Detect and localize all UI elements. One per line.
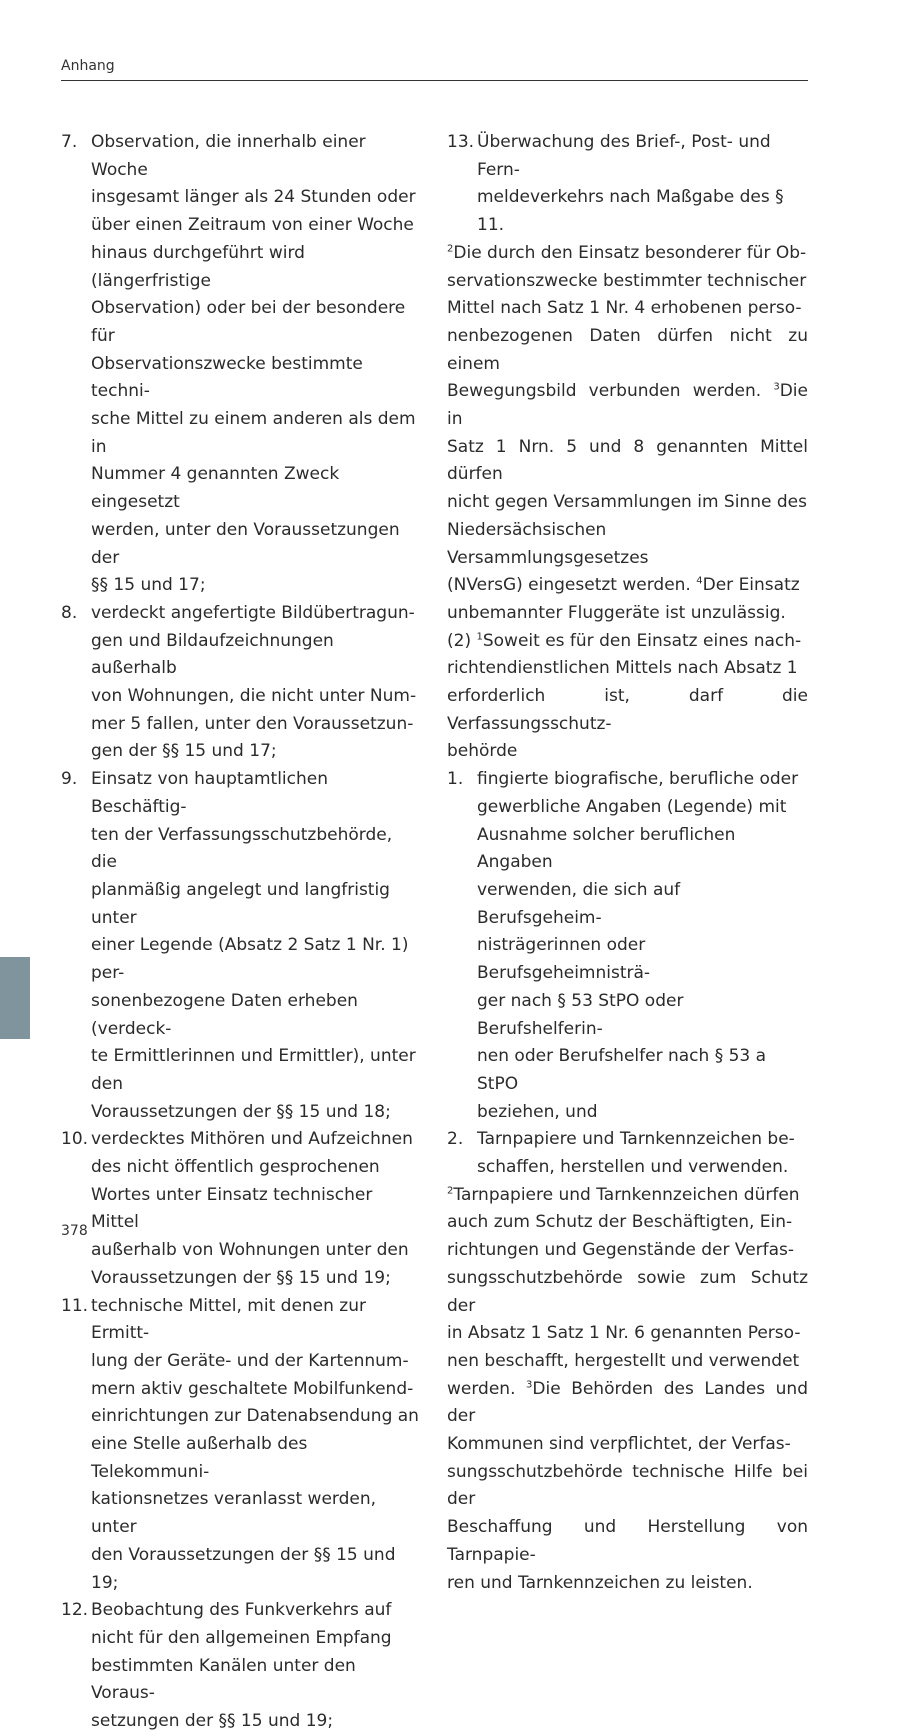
text-line: in Absatz 1 Satz 1 Nr. 6 genannten Perso-: [447, 1323, 801, 1344]
list-number: 7.: [61, 132, 78, 152]
text-segment: werden.: [447, 1378, 527, 1399]
text-line: über einen Zeitraum von einer Woche: [91, 215, 414, 236]
list-item-text: [91, 1293, 422, 1598]
text-line: Tarnpapiere und Tarnkennzeichen be-: [477, 1129, 795, 1150]
text-line: technische Mittel, mit denen zur Ermitt-: [91, 1295, 366, 1344]
left-column: [61, 129, 422, 1736]
text-line: [447, 572, 808, 600]
text-line: te Ermittlerinnen und Ermittler), unter den: [91, 1046, 416, 1094]
text-line: hinaus durchgeführt wird (längerfristige: [91, 242, 305, 291]
paragraph: [447, 240, 808, 628]
text-line: den Voraussetzungen der §§ 15 und 19;: [91, 1544, 396, 1593]
text-line: sungsschutzbehörde technische Hilfe bei der: [447, 1461, 808, 1510]
text-line: Mittel nach Satz 1 Nr. 4 erhobenen perso-: [447, 298, 802, 319]
text-line: Observationszwecke bestimmte techni-: [91, 353, 363, 402]
text-segment: (2): [447, 630, 477, 651]
text-line: Beschaffung und Herstellung von Tarnpapie-: [447, 1517, 808, 1565]
page-number: 378: [61, 1223, 88, 1239]
list-item-text: [91, 129, 422, 600]
text-line: erforderlich ist, darf die Verfassungsschutz-: [447, 686, 808, 734]
list-item: [61, 600, 422, 766]
text-line: [447, 240, 808, 268]
list-item-text: [91, 1597, 422, 1736]
text-line: [447, 1182, 808, 1210]
list-item-text: [91, 766, 422, 1126]
text-line: [447, 378, 808, 433]
text-line: Wortes unter Einsatz technischer Mittel: [91, 1184, 373, 1233]
text-line: einrichtungen zur Datenabsendung an: [91, 1406, 419, 1427]
list-item-text: [477, 129, 808, 240]
text-line: Beobachtung des Funkverkehrs auf: [91, 1600, 392, 1621]
sentence-number: 4: [696, 575, 703, 587]
text-segment: Die durch den Einsatz besonderer für Ob-: [453, 242, 807, 263]
text-line: nisträgerinnen oder Berufsgeheimnisträ-: [477, 935, 651, 984]
header-rule: [61, 80, 808, 81]
text-line: planmäßig angelegt und langfristig unter: [91, 879, 390, 928]
text-line: schaffen, herstellen und verwenden.: [477, 1157, 789, 1178]
running-header: Anhang: [61, 58, 115, 74]
list-number: 8.: [61, 602, 78, 623]
text-line: lung der Geräte- und der Kartennum-: [91, 1350, 409, 1371]
text-line: gen und Bildaufzeichnungen außerhalb: [91, 630, 334, 679]
text-line: Voraussetzungen der §§ 15 und 19;: [91, 1267, 391, 1288]
sentence-number: 3: [526, 1378, 533, 1390]
paragraph: [447, 628, 808, 767]
text-line: Ausnahme solcher beruflichen Angaben: [477, 824, 736, 873]
text-line: auch zum Schutz der Beschäftigten, Ein-: [447, 1212, 793, 1233]
text-line: sungsschutzbehörde sowie zum Schutz der: [447, 1267, 808, 1316]
text-line: verdeckt angefertigte Bildübertragun-: [91, 602, 415, 623]
list-number: 11.: [61, 1295, 89, 1316]
text-line: des nicht öffentlich gesprochenen: [91, 1157, 380, 1178]
text-line: Voraussetzungen der §§ 15 und 18;: [91, 1101, 391, 1122]
text-line: servationszwecke bestimmter technischer: [447, 270, 807, 291]
text-line: Observation, die innerhalb einer Woche: [91, 132, 366, 180]
text-segment: Soweit es für den Einsatz eines nach-: [482, 630, 802, 651]
text-segment: Bewegungsbild verbunden werden.: [447, 381, 774, 402]
chapter-side-tab: [0, 957, 30, 1039]
text-line: kationsnetzes veranlasst werden, unter: [91, 1489, 377, 1538]
text-segment: Tarnpapiere und Tarnkennzeichen dürfen: [453, 1184, 800, 1205]
text-line: mer 5 fallen, unter den Voraussetzun-: [91, 713, 414, 734]
list-item-text: [91, 600, 422, 766]
text-segment: Der Einsatz: [702, 575, 800, 596]
text-line: verdecktes Mithören und Aufzeichnen: [91, 1129, 413, 1150]
list-item: [447, 766, 808, 1126]
text-line: unbemannter Fluggeräte ist unzulässig.: [447, 602, 786, 623]
text-line: von Wohnungen, die nicht unter Num-: [91, 686, 417, 707]
list-item: [447, 1126, 808, 1181]
text-line: behörde: [447, 741, 518, 762]
text-line: [447, 628, 808, 656]
list-number: 2.: [447, 1129, 464, 1150]
list-number: 1.: [447, 769, 464, 790]
text-segment: (NVersG) eingesetzt werden.: [447, 575, 697, 596]
text-line: [447, 1376, 808, 1431]
paragraph: [447, 1182, 808, 1598]
text-line: eine Stelle außerhalb des Telekommuni-: [91, 1434, 308, 1482]
list-item-text: [477, 766, 808, 1126]
sentence-number: 2: [447, 1185, 454, 1197]
text-line: fingierte biografische, berufliche oder: [477, 769, 799, 790]
text-line: Observation) oder bei der besondere für: [91, 298, 406, 346]
text-line: beziehen, und: [477, 1101, 598, 1122]
text-line: bestimmten Kanälen unter den Voraus-: [91, 1655, 356, 1704]
list-number: 9.: [61, 769, 78, 790]
text-line: sonenbezogene Daten erheben (verdeck-: [91, 990, 358, 1039]
sentence-number: 1: [476, 631, 483, 642]
list-item: [447, 129, 808, 240]
text-segment: Die Behörden des Landes und der: [447, 1378, 808, 1427]
list-number: 10.: [61, 1129, 89, 1150]
text-line: nicht für den allgemeinen Empfang: [91, 1627, 392, 1648]
text-line: einer Legende (Absatz 2 Satz 1 Nr. 1) per-: [91, 935, 409, 984]
text-line: gen der §§ 15 und 17;: [91, 741, 277, 762]
text-line: Kommunen sind verpflichtet, der Verfas-: [447, 1434, 791, 1455]
list-item-text: [477, 1126, 808, 1181]
text-line: nicht gegen Versammlungen im Sinne des: [447, 492, 807, 513]
text-line: Nummer 4 genannten Zweck eingesetzt: [91, 464, 340, 513]
text-line: §§ 15 und 17;: [91, 575, 206, 596]
list-item-text: [91, 1126, 422, 1292]
text-line: richtungen und Gegenstände der Verfas-: [447, 1240, 795, 1261]
list-item: [61, 1126, 422, 1292]
text-segment: Die in: [447, 381, 808, 430]
text-line: nenbezogenen Daten dürfen nicht zu einem: [447, 325, 808, 374]
list-item: [61, 129, 422, 600]
sentence-number: 2: [447, 243, 454, 255]
text-line: nen beschafft, hergestellt und verwendet: [447, 1350, 800, 1371]
text-line: Einsatz von hauptamtlichen Beschäftig-: [91, 769, 329, 817]
right-column: [447, 129, 808, 1597]
text-line: ren und Tarnkennzeichen zu leisten.: [447, 1572, 753, 1593]
text-line: sche Mittel zu einem anderen als dem in: [91, 409, 416, 457]
text-line: nen oder Berufshelfer nach § 53 a StPO: [477, 1046, 767, 1094]
text-line: setzungen der §§ 15 und 19;: [91, 1711, 334, 1732]
text-line: verwenden, die sich auf Berufsgeheim-: [477, 879, 681, 928]
text-line: ten der Verfassungsschutzbehörde, die: [91, 824, 393, 873]
list-number: 12.: [61, 1600, 89, 1621]
list-item: [61, 1597, 422, 1736]
text-line: mern aktiv geschaltete Mobilfunkend-: [91, 1378, 414, 1399]
text-line: Satz 1 Nrn. 5 und 8 genannten Mittel dürfen: [447, 436, 808, 485]
text-line: meldeverkehrs nach Maßgabe des § 11.: [477, 187, 784, 236]
text-line: insgesamt länger als 24 Stunden oder: [91, 187, 416, 208]
text-line: richtendienstlichen Mittels nach Absatz 1: [447, 658, 798, 679]
text-line: Niedersächsischen Versammlungsgesetzes: [447, 519, 649, 568]
list-number: 13.: [447, 132, 475, 152]
text-line: gewerbliche Angaben (Legende) mit: [477, 796, 787, 817]
text-line: ger nach § 53 StPO oder Berufshelferin-: [477, 990, 684, 1039]
text-line: außerhalb von Wohnungen unter den: [91, 1240, 409, 1261]
list-item: [61, 766, 422, 1126]
list-item: [61, 1293, 422, 1598]
text-line: Überwachung des Brief-, Post- und Fern-: [477, 132, 771, 180]
text-line: werden, unter den Voraussetzungen der: [91, 519, 400, 568]
sentence-number: 3: [773, 381, 780, 393]
